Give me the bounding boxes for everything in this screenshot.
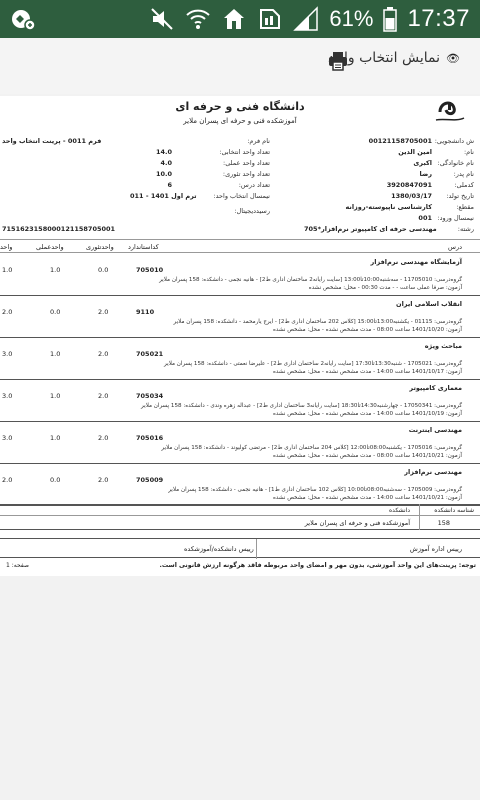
form-label: نام فرم: <box>247 137 270 145</box>
mute-icon <box>149 6 175 32</box>
eye-icon: 👁 <box>446 51 460 65</box>
entry-label: نیمسال ورود: <box>437 214 474 222</box>
course-group: گروه‌درسی: 1705021 - شنبه‌13:30تا17:30 [سایت رایانه2 ساختمان اداری ط2] - علیرضا نعمتی - دانشکده: 158 پسران ملایر <box>164 361 462 367</box>
course-theory: 2.0 <box>98 308 109 316</box>
clock: 17:37 <box>407 5 470 32</box>
course-theory: 2.0 <box>98 350 109 358</box>
faculty-table <box>0 504 480 530</box>
col-theory: واحدتئوری <box>86 243 114 251</box>
course-practical: 0.0 <box>50 476 61 484</box>
course-count: 6 <box>167 181 172 189</box>
signal-icon <box>293 6 319 32</box>
course-name: معماری کامپیوتر <box>409 384 462 392</box>
course-theory: 2.0 <box>98 392 109 400</box>
course-practical: 1.0 <box>50 434 61 442</box>
faculty-row <box>0 516 480 530</box>
course-exam: آزمون: صرفا عملی ساعت - - مدت 00:30 - محل: مشخص نشده <box>308 285 462 291</box>
signature-row <box>0 538 480 558</box>
course-code: 9110 <box>136 308 155 316</box>
course-name: انقلاب اسلامی ایران <box>396 300 462 308</box>
grade-label: مقطع: <box>456 203 474 211</box>
col-course: درس <box>448 243 462 251</box>
signature-divider <box>256 539 257 559</box>
course-units: 2.0 <box>2 308 13 316</box>
course-name: مهندسی نرم‌افزار <box>404 468 462 476</box>
receipt-value: 7151623158000121158705001 <box>2 225 116 233</box>
course-units: 2.0 <box>2 476 13 484</box>
course-code: 705009 <box>136 476 164 484</box>
course-exam: آزمون: 1401/10/21 ساعت 08:00 - مدت مشخص نشده - محل: مشخص نشده <box>273 453 462 459</box>
school-name: آموزشکده فنی و حرفه ای پسران ملایر <box>183 117 297 125</box>
battery-percent: 61% <box>329 6 374 31</box>
course-practical: 0.0 <box>50 308 61 316</box>
course-group: گروه‌درسی: 1705009 - سه‌شنبه‌08:00تا10:00 [کلاس 102 ساختمان اداری ط1] - هانیه نجمی - دانشکده: 158 پسران ملایر <box>168 487 462 493</box>
selected-units-label: تعداد واحد انتخابی: <box>219 148 270 156</box>
faculty-name-label: دانشکده <box>389 507 410 514</box>
faculty-id-label: شناسه دانشکده <box>434 507 474 514</box>
course-units: 3.0 <box>2 392 13 400</box>
practical-units: 4.0 <box>160 159 172 167</box>
father-label: نام پدر: <box>453 170 474 178</box>
course-exam: آزمون: 1401/10/19 ساعت 14:00 - مدت مشخص نشده - محل: مشخص نشده <box>273 411 462 417</box>
faculty-id: 158 <box>437 519 450 527</box>
course-units: 3.0 <box>2 350 13 358</box>
family-label: نام خانوادگی: <box>437 159 474 167</box>
col-code: کداستاندارد <box>128 243 159 251</box>
practical-units-label: تعداد واحد عملی: <box>223 159 270 167</box>
page-number: صفحه: 1 <box>6 562 29 569</box>
course-name: مهندسی اینترنت <box>408 426 462 434</box>
field: مهندسی حرفه ای کامپیوتر نرم‌افزار*705 <box>304 225 437 233</box>
course-name: آزمایشگاه مهندسی نرم‌افزار <box>370 258 462 266</box>
university-name: دانشگاه فنی و حرفه ای <box>175 100 305 113</box>
birth-date: 1380/03/17 <box>391 192 432 200</box>
course-count-label: تعداد درس: <box>238 181 270 189</box>
app-toolbar <box>0 38 480 94</box>
national-code: 3920847091 <box>386 181 432 189</box>
course-theory: 0.0 <box>98 266 109 274</box>
course-units: 1.0 <box>2 266 13 274</box>
birth-label: تاریخ تولد: <box>446 192 474 200</box>
entry-term: 001 <box>418 214 432 222</box>
term: ترم اول 1401 - 011 <box>130 192 197 200</box>
course-exam: آزمون: 1401/10/17 ساعت 14:00 - مدت مشخص نشده - محل: مشخص نشده <box>273 369 462 375</box>
course-units: 3.0 <box>2 434 13 442</box>
course-practical: 1.0 <box>50 392 61 400</box>
course-code: 705016 <box>136 434 164 442</box>
document-header <box>0 100 480 125</box>
course-row <box>0 382 480 422</box>
receipt-label: رسیددیجیتال: <box>234 207 270 215</box>
course-code: 705010 <box>136 266 164 274</box>
student-no: 00121158705001 <box>368 137 432 145</box>
course-row <box>0 298 480 338</box>
home-icon <box>221 6 247 32</box>
course-group: گروه‌درسی: 1705016 - یکشنبه‌08:00تا12:00 [کلاس 204 ساختمان اداری ط2] - مرتضی کولیوند - دانشکده: 158 پسران ملایر <box>161 445 462 451</box>
faculty-name: آموزشکده فنی و حرفه ای پسران ملایر <box>304 519 410 527</box>
grade: کارشناسی ناپیوسته-روزانه <box>345 203 432 211</box>
father-name: رضا <box>419 170 432 178</box>
course-name: مباحث ویژه <box>424 342 462 350</box>
selection-printout <box>0 96 480 576</box>
faculty-header <box>0 504 480 516</box>
sim-data-icon <box>257 6 283 32</box>
theory-units: 10.0 <box>155 170 172 178</box>
selected-units: 14.0 <box>155 148 172 156</box>
course-row <box>0 424 480 464</box>
notification-icon <box>10 7 36 31</box>
course-exam: آزمون: 1401/10/20 ساعت 08:00 - مدت مشخص نشده - محل: مشخص نشده <box>273 327 462 333</box>
status-bar <box>0 0 480 38</box>
receipt <box>2 224 115 235</box>
faculty-divider <box>419 504 420 530</box>
national-label: کدملی: <box>454 181 474 189</box>
theory-units-label: تعداد واحد تئوری: <box>222 170 270 178</box>
field-label: رشته: <box>457 225 474 233</box>
name-label: نام: <box>463 148 474 156</box>
student-family: اکبری <box>413 159 432 167</box>
student-info <box>304 136 474 235</box>
course-practical: 1.0 <box>50 350 61 358</box>
selection-summary <box>130 136 270 217</box>
student-name: امین الدین <box>398 148 432 156</box>
course-group: گروه‌درسی: 11705010 - سه‌شنبه‌10:00تا13:00 [سایت رایانه2 ساختمان اداری ط2] - هانیه نجمی - دانشکده: 158 پسران ملایر <box>159 277 462 283</box>
toolbar-title: نمایش انتخاب واحد <box>327 50 441 66</box>
form-value: فرم 0011 - پرینت انتخاب واحد <box>2 137 102 145</box>
col-practical: واحدعملی <box>36 243 64 251</box>
courses-header <box>0 239 480 253</box>
course-group: گروه‌درسی: 01115 - یکشنبه‌13:00تا15:00 [کلاس 202 ساختمان اداری ط2] - ایرج یارمحمد - دانشکده: 158 پسران ملایر <box>173 319 462 325</box>
course-theory: 2.0 <box>98 434 109 442</box>
course-group: گروه‌درسی: 17050341 - چهارشنبه‌14:30تا18:30 [سایت رایانه3 ساختمان اداری ط2] - عبداله زهره وندی - دانشکده: 158 پسران ملایر <box>141 403 462 409</box>
education-head: رییس اداره آموزش <box>409 545 462 553</box>
school-head: رییس دانشکده/آموزشکده <box>184 545 254 553</box>
view-selection-button[interactable] <box>328 50 460 66</box>
course-row <box>0 466 480 506</box>
course-exam: آزمون: 1401/10/21 ساعت 14:00 - مدت مشخص نشده - محل: مشخص نشده <box>273 495 462 501</box>
wifi-icon <box>185 6 211 32</box>
course-theory: 2.0 <box>98 476 109 484</box>
course-practical: 1.0 <box>50 266 61 274</box>
battery-icon <box>383 6 397 32</box>
course-code: 705034 <box>136 392 164 400</box>
col-units: واحد <box>0 243 13 251</box>
course-row <box>0 340 480 380</box>
form-name <box>2 136 101 147</box>
student-no-label: ش دانشجویی: <box>434 137 474 145</box>
legal-note: توجه: پرینت‌های این واحد آموزشی، بدون مهر و امضای واحد مربوطه فاقد هرگونه ارزش قانونی است. <box>159 562 476 569</box>
course-code: 705021 <box>136 350 164 358</box>
course-row <box>0 256 480 296</box>
term-label: نیمسال انتخاب واحد: <box>213 192 270 200</box>
